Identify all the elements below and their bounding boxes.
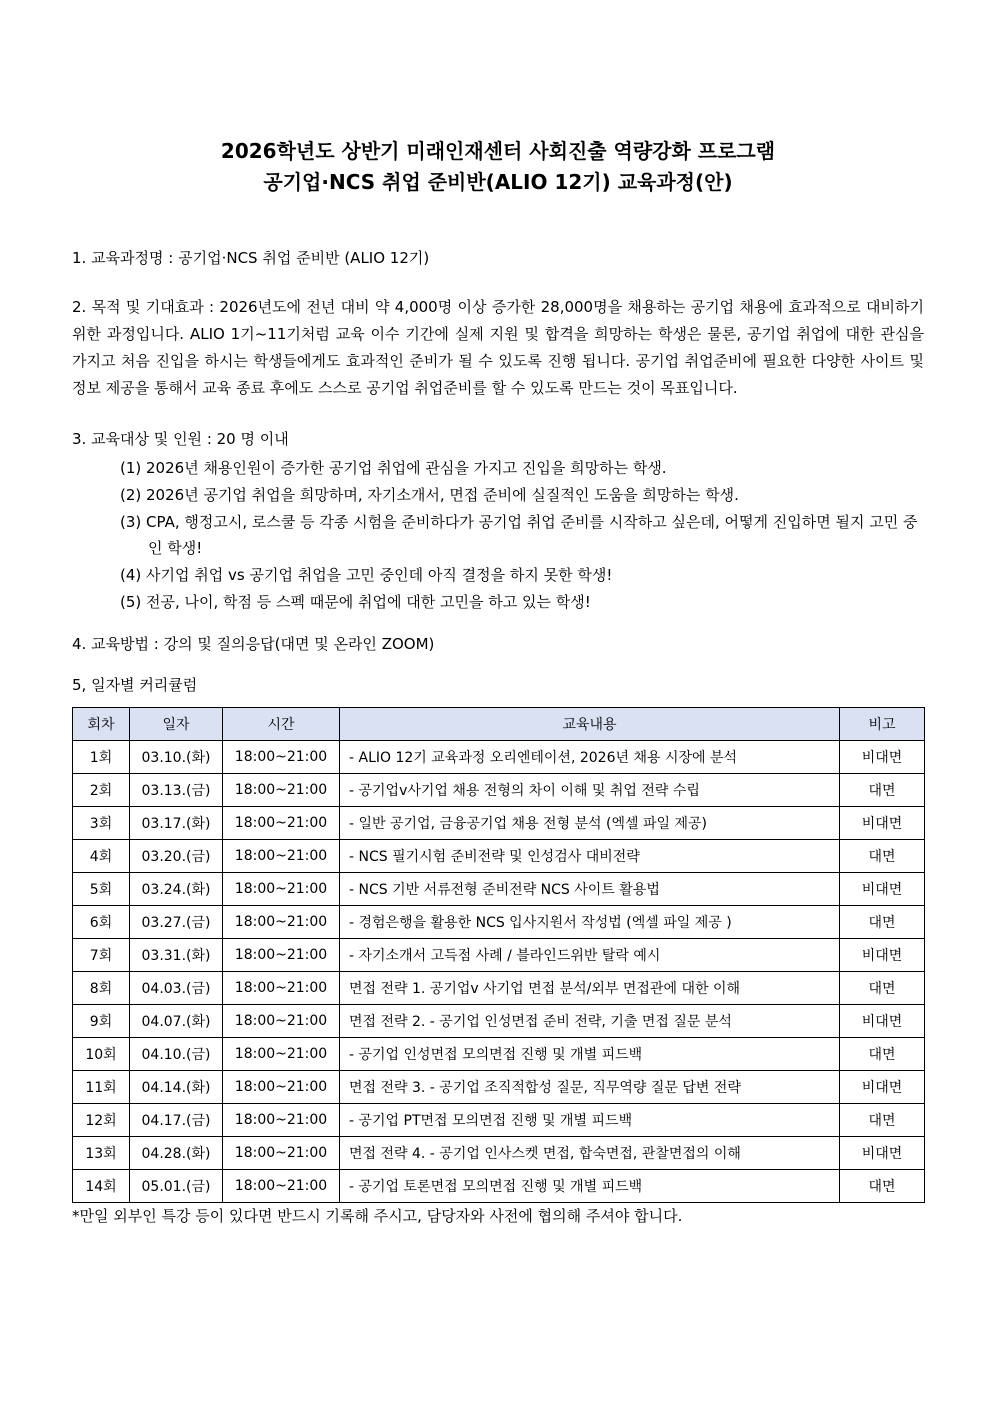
header-date: 일자 [130, 708, 223, 741]
section-method: 4. 교육방법 : 강의 및 질의응답(대면 및 온라인 ZOOM) [72, 635, 435, 653]
cell-mode: 비대면 [840, 1005, 925, 1038]
cell-session: 10회 [73, 1038, 130, 1071]
cell-mode: 비대면 [840, 939, 925, 972]
section-course-name: 1. 교육과정명 : 공기업·NCS 취업 준비반 (ALIO 12기) [72, 249, 430, 267]
cell-session: 11회 [73, 1071, 130, 1104]
target-item: (2) 2026년 공기업 취업을 희망하며, 자기소개서, 면접 준비에 실질적인 도움을 희망하는 학생. [120, 486, 739, 504]
table-row [73, 840, 925, 873]
cell-date: 03.31.(화) [130, 939, 223, 972]
cell-date: 03.13.(금) [130, 774, 223, 807]
header-session: 회차 [73, 708, 130, 741]
title-line-1: 2026학년도 상반기 미래인재센터 사회진출 역량강화 프로그램 [220, 139, 776, 163]
cell-date: 03.24.(화) [130, 873, 223, 906]
cell-mode: 대면 [840, 840, 925, 873]
cell-time: 18:00~21:00 [223, 873, 340, 906]
cell-time: 18:00~21:00 [223, 807, 340, 840]
cell-session: 8회 [73, 972, 130, 1005]
table-row [73, 741, 925, 774]
table-row [73, 1038, 925, 1071]
cell-time: 18:00~21:00 [223, 972, 340, 1005]
table-row [73, 906, 925, 939]
cell-session: 4회 [73, 840, 130, 873]
cell-date: 03.17.(화) [130, 807, 223, 840]
header-content: 교육내용 [340, 708, 840, 741]
cell-content: - ALIO 12기 교육과정 오리엔테이션, 2026년 채용 시장에 분석 [340, 741, 840, 774]
target-item: (3) CPA, 행정고시, 로스쿨 등 각종 시험을 준비하다가 공기업 취업 준비를 시작하고 싶은데, 어떻게 진입하면 될지 고민 중인 학생! [120, 513, 918, 557]
cell-mode: 대면 [840, 774, 925, 807]
cell-session: 3회 [73, 807, 130, 840]
cell-mode: 비대면 [840, 741, 925, 774]
cell-content: - NCS 필기시험 준비전략 및 인성검사 대비전략 [340, 840, 840, 873]
cell-date: 04.28.(화) [130, 1137, 223, 1170]
table-header-row [73, 708, 925, 741]
table-row [73, 1170, 925, 1203]
target-item: (1) 2026년 채용인원이 증가한 공기업 취업에 관심을 가지고 진입을 희망하는 학생. [120, 459, 667, 477]
cell-date: 04.07.(화) [130, 1005, 223, 1038]
cell-session: 12회 [73, 1104, 130, 1137]
target-item: (4) 사기업 취업 vs 공기업 취업을 고민 중인데 아직 결정을 하지 못한 학생! [120, 566, 613, 584]
cell-content: - 자기소개서 고득점 사례 / 블라인드위반 탈락 예시 [340, 939, 840, 972]
cell-content: 면접 전략 2. - 공기업 인성면접 준비 전략, 기출 면접 질문 분석 [340, 1005, 840, 1038]
cell-mode: 비대면 [840, 873, 925, 906]
cell-date: 04.14.(화) [130, 1071, 223, 1104]
cell-session: 2회 [73, 774, 130, 807]
cell-time: 18:00~21:00 [223, 1170, 340, 1203]
table-row [73, 1005, 925, 1038]
section-target-heading: 3. 교육대상 및 인원 : 20 명 이내 [72, 430, 289, 448]
cell-mode: 비대면 [840, 807, 925, 840]
table-row [73, 807, 925, 840]
cell-content: 면접 전략 4. - 공기업 인사스켓 면접, 합숙면접, 관찰면접의 이해 [340, 1137, 840, 1170]
cell-time: 18:00~21:00 [223, 1071, 340, 1104]
table-row [73, 939, 925, 972]
cell-date: 03.10.(화) [130, 741, 223, 774]
table-body [73, 741, 925, 1203]
section-target [72, 426, 924, 615]
cell-date: 03.27.(금) [130, 906, 223, 939]
table-row [73, 1104, 925, 1137]
cell-session: 7회 [73, 939, 130, 972]
cell-date: 03.20.(금) [130, 840, 223, 873]
cell-date: 04.10.(금) [130, 1038, 223, 1071]
cell-mode: 대면 [840, 1038, 925, 1071]
cell-content: - 공기업 토론면접 모의면접 진행 및 개별 피드백 [340, 1170, 840, 1203]
cell-time: 18:00~21:00 [223, 906, 340, 939]
target-item: (5) 전공, 나이, 학점 등 스펙 때문에 취업에 대한 고민을 하고 있는 학생! [120, 593, 591, 611]
cell-time: 18:00~21:00 [223, 1038, 340, 1071]
cell-time: 18:00~21:00 [223, 1005, 340, 1038]
cell-time: 18:00~21:00 [223, 741, 340, 774]
cell-session: 13회 [73, 1137, 130, 1170]
cell-content: - NCS 기반 서류전형 준비전략 NCS 사이트 활용법 [340, 873, 840, 906]
cell-content: - 일반 공기업, 금융공기업 채용 전형 분석 (엑셀 파일 제공) [340, 807, 840, 840]
cell-session: 6회 [73, 906, 130, 939]
cell-mode: 비대면 [840, 1137, 925, 1170]
cell-session: 9회 [73, 1005, 130, 1038]
header-time: 시간 [223, 708, 340, 741]
cell-mode: 대면 [840, 972, 925, 1005]
cell-date: 04.17.(금) [130, 1104, 223, 1137]
table-row [73, 1137, 925, 1170]
cell-time: 18:00~21:00 [223, 774, 340, 807]
table-row [73, 774, 925, 807]
cell-mode: 대면 [840, 1104, 925, 1137]
cell-time: 18:00~21:00 [223, 1137, 340, 1170]
cell-session: 14회 [73, 1170, 130, 1203]
document-page [72, 0, 924, 1227]
cell-session: 1회 [73, 741, 130, 774]
cell-session: 5회 [73, 873, 130, 906]
document-title [72, 136, 924, 198]
cell-content: 면접 전략 1. 공기업v 사기업 면접 분석/외부 면접관에 대한 이해 [340, 972, 840, 1005]
cell-mode: 대면 [840, 1170, 925, 1203]
cell-time: 18:00~21:00 [223, 939, 340, 972]
curriculum-table [72, 707, 925, 1203]
cell-content: - 공기업v사기업 채용 전형의 차이 이해 및 취업 전략 수립 [340, 774, 840, 807]
cell-mode: 대면 [840, 906, 925, 939]
cell-time: 18:00~21:00 [223, 840, 340, 873]
target-list [72, 455, 924, 615]
cell-date: 05.01.(금) [130, 1170, 223, 1203]
table-row [73, 873, 925, 906]
section-purpose: 2. 목적 및 기대효과 : 2026년도에 전년 대비 약 4,000명 이상 증가한 28,000명을 채용하는 공기업 채용에 효과적으로 대비하기 위한 과정입니다. ALIO 1기~11기처럼 교육 이수 기간에 실제 지원 및 합격을 희망하는 학생은 물론, 공기업 취업에 대한 관심을 가지고 처음 진입을 하시는 학생들에게도 효과적인 준비가 될 수 있도록 진행 됩니다. 공기업 취업준비에 필요한 다양한 사이트 및 정보 제공을 통해서 교육 종료 후에도 스스로 공기업 취업준비를 할 수 있도록 만드는 것이 목표입니다. [72, 298, 924, 397]
cell-time: 18:00~21:00 [223, 1104, 340, 1137]
header-note: 비고 [840, 708, 925, 741]
cell-content: - 공기업 PT면접 모의면접 진행 및 개별 피드백 [340, 1104, 840, 1137]
cell-mode: 비대면 [840, 1071, 925, 1104]
table-row [73, 1071, 925, 1104]
cell-date: 04.03.(금) [130, 972, 223, 1005]
section-curriculum-heading: 5, 일자별 커리큘럼 [72, 676, 198, 694]
title-line-2: 공기업·NCS 취업 준비반(ALIO 12기) 교육과정(안) [263, 170, 733, 194]
cell-content: 면접 전략 3. - 공기업 조직적합성 질문, 직무역량 질문 답변 전략 [340, 1071, 840, 1104]
table-row [73, 972, 925, 1005]
footnote: *만일 외부인 특강 등이 있다면 반드시 기록해 주시고, 담당자와 사전에 협의해 주셔야 합니다. [72, 1207, 683, 1225]
cell-content: - 공기업 인성면접 모의면접 진행 및 개별 피드백 [340, 1038, 840, 1071]
cell-content: - 경험은행을 활용한 NCS 입사지원서 작성법 (엑셀 파일 제공 ) [340, 906, 840, 939]
